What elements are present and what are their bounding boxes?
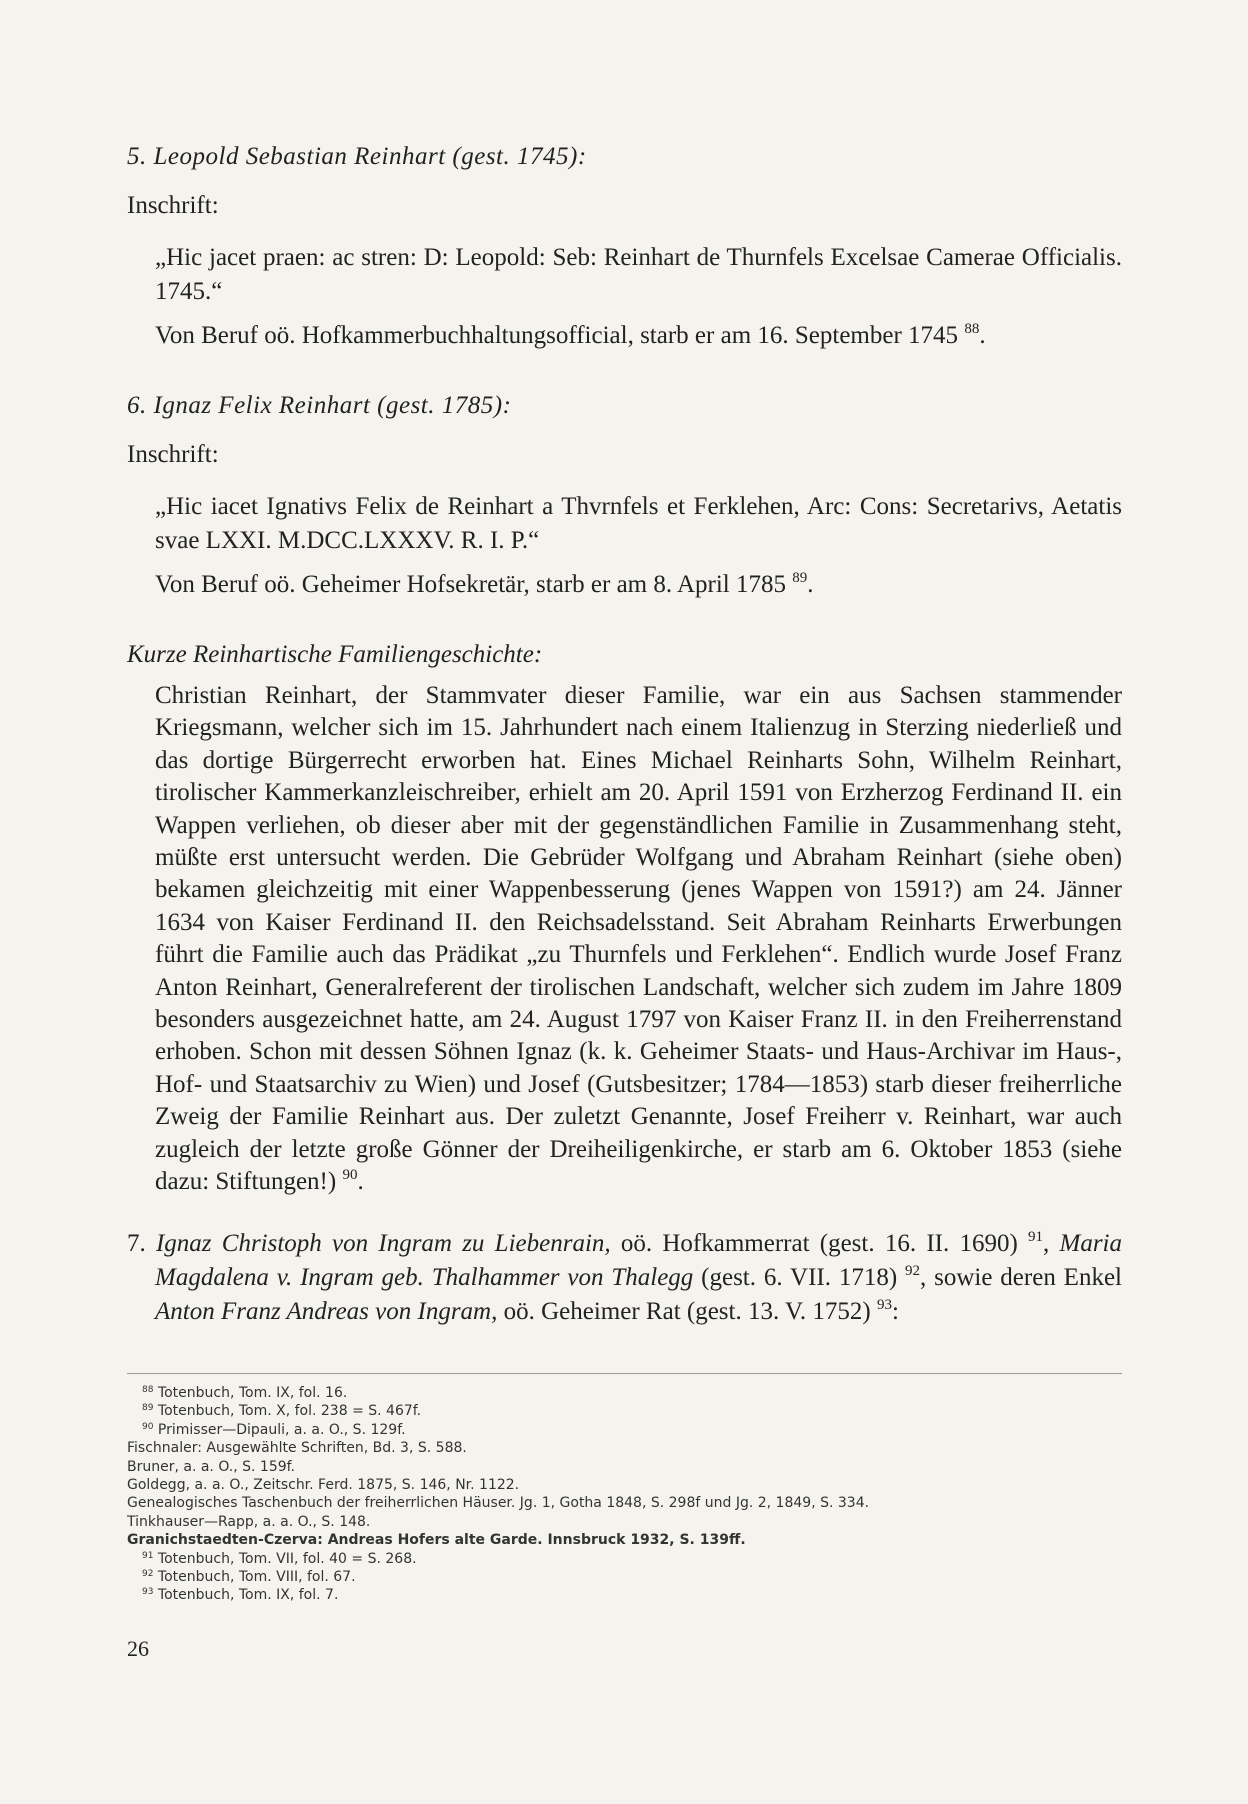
section-5-heading: 5. Leopold Sebastian Reinhart (gest. 1745): <box>127 143 587 170</box>
section-5-note-end: . <box>979 322 986 349</box>
section-7-text-5: oö. Geheimer Rat (gest. 13. V. 1752) <box>497 1297 871 1325</box>
section-6-note <box>155 568 1122 602</box>
history-text: Christian Reinhart, der Stammvater dieser Familie, war ein aus Sachsen stammender Kriegsmann, welcher sich im 15. Jahrhundert nach einem Italienzug in Sterzing niederließ und das dortige Bürgerrecht erworben hat. Eines Michael Reinharts Sohn, Wilhelm Reinhart, tirolischer Kammerkanzleischreiber, erhielt am 20. April 1591 von Erzherzog Ferdinand II. ein Wappen verliehen, ob dieser aber mit der gegenständlichen Familie in Zusammenhang steht, müßte erst untersucht werden. Die Gebrüder Wolfgang und Abraham Reinhart (siehe oben) bekamen gleichzeitig mit einer Wappenbesserung (jenes Wappen von 1591?) am 24. Jänner 1634 von Kaiser Ferdinand II. den Reichsadelsstand. Seit Abraham Reinharts Erwerbungen führt die Familie auch das Prädikat „zu Thurnfels und Ferklehen“. Endlich wurde Josef Franz Anton Reinhart, Generalreferent der tirolischen Landschaft, welcher sich zudem im Jahre 1809 besonders ausgezeichnet hatte, am 24. August 1797 von Kaiser Franz II. in den Freiherrenstand erhoben. Schon mit dessen Söhnen Ignaz (k. k. Geheimer Staats- und Haus-Archivar im Haus-, Hof- und Staatsarchiv zu Wien) und Josef (Gutsbesitzer; 1784—1853) starb dieser freiherrliche Zweig der Familie Reinhart aus. Der zuletzt Genannte, Josef Freiherr v. Reinhart, war auch zugleich der letzte große Gönner der Dreiheiligenkirche, er starb am 6. Oktober 1853 (siehe dazu: Stiftungen!) <box>155 682 1122 1196</box>
history-end: . <box>357 1168 364 1196</box>
footnote-number: 90 <box>142 1421 154 1432</box>
footnote-ref-93: 93 <box>876 1296 892 1313</box>
footnote-text: Tinkhauser—Rapp, a. a. O., S. 148. <box>127 1513 371 1530</box>
footnotes <box>127 1384 1122 1605</box>
section-5-label: Inschrift: <box>127 192 219 219</box>
section-6-note-text: Von Beruf oö. Geheimer Hofsekretär, starb er am 8. April 1785 <box>155 571 787 598</box>
footnote-ref-92: 92 <box>905 1262 921 1279</box>
footnote <box>127 1439 1122 1457</box>
history-paragraph <box>155 680 1122 1199</box>
footnote-text: Totenbuch, Tom. IX, fol. 7. <box>157 1587 339 1604</box>
footnote-text: Totenbuch, Tom. VIII, fol. 67. <box>157 1569 356 1586</box>
main-text <box>127 140 1122 1329</box>
footnote-ref-90: 90 <box>342 1167 358 1184</box>
footnote-number: 89 <box>142 1403 154 1414</box>
person-name-1: Ignaz Christoph von Ingram zu Liebenrain, <box>155 1229 611 1257</box>
footnote <box>127 1384 1122 1402</box>
footnote <box>127 1531 1122 1549</box>
person-name-3: Anton Franz Andreas von Ingram, <box>155 1297 498 1325</box>
footnote-text: Granichstaedten-Czerva: Andreas Hofers alte Garde. Innsbruck 1932, S. 139ff. <box>127 1532 746 1549</box>
footnote-text: Primisser—Dipauli, a. a. O., S. 129f. <box>157 1421 406 1438</box>
footnote <box>127 1421 1122 1439</box>
section-7-paragraph <box>127 1227 1122 1329</box>
footnote-divider <box>127 1373 1122 1374</box>
footnote <box>127 1568 1122 1586</box>
footnote-text: Bruner, a. a. O., S. 159f. <box>127 1458 296 1475</box>
footnote <box>127 1513 1122 1531</box>
footnote <box>127 1402 1122 1420</box>
footnote <box>127 1550 1122 1568</box>
footnote-number: 88 <box>142 1385 154 1395</box>
section-6-inscription: „Hic iacet Ignativs Felix de Reinhart a Thvrnfels et Ferklehen, Arc: Cons: Secretarivs, Aetatis svae LXXI. M.DCC.LXXXV. R. I. P.“ <box>155 493 1122 554</box>
section-7-text-4: , sowie deren Enkel <box>920 1263 1122 1291</box>
person-name-2: Maria Magdalena v. Ingram geb. Thalhammer von Thalegg <box>155 1229 1122 1291</box>
history-heading: Kurze Reinhartische Familiengeschichte: <box>127 641 543 668</box>
section-6-label: Inschrift: <box>127 441 219 468</box>
section-7-number: 7. <box>127 1229 146 1257</box>
footnote-text: Totenbuch, Tom. IX, fol. 16. <box>157 1385 348 1401</box>
footnote <box>127 1494 1122 1512</box>
footnote-text: Genealogisches Taschenbuch der freiherrlichen Häuser. Jg. 1, Gotha 1848, S. 298f und Jg. 2, 1849, S. 334. <box>127 1495 870 1512</box>
footnote-ref-89: 89 <box>792 570 808 586</box>
footnote <box>127 1476 1122 1494</box>
section-5-note-text: Von Beruf oö. Hofkammerbuchhaltungsofficial, starb er am 16. September 1745 <box>155 322 959 349</box>
footnote-text: Fischnaler: Ausgewählte Schriften, Bd. 3, S. 588. <box>127 1440 467 1457</box>
footnote <box>127 1586 1122 1604</box>
footnote-number: 91 <box>142 1550 154 1561</box>
footnote-text: Totenbuch, Tom. VII, fol. 40 = S. 268. <box>157 1550 417 1567</box>
section-7-text-1: oö. Hofkammerrat (gest. 16. II. 1690) <box>610 1229 1018 1257</box>
footnote <box>127 1458 1122 1476</box>
footnote-ref-91: 91 <box>1028 1228 1044 1245</box>
footnote-number: 92 <box>142 1569 154 1580</box>
section-5-note <box>155 319 1122 353</box>
footnote-ref-88: 88 <box>964 321 980 337</box>
footnote-text: Goldegg, a. a. O., Zeitschr. Ferd. 1875, S. 146, Nr. 1122. <box>127 1477 520 1494</box>
section-7-text-2: , <box>1043 1229 1060 1257</box>
section-7-text-6: : <box>891 1297 899 1325</box>
section-7-text-3: (gest. 6. VII. 1718) <box>693 1263 898 1291</box>
section-6-heading: 6. Ignaz Felix Reinhart (gest. 1785): <box>127 392 512 419</box>
footnote-text: Totenbuch, Tom. X, fol. 238 = S. 467f. <box>157 1403 422 1420</box>
section-5-inscription: „Hic jacet praen: ac stren: D: Leopold: Seb: Reinhart de Thurnfels Excelsae Camerae Officialis. 1745.“ <box>155 244 1122 305</box>
section-6-note-end: . <box>807 571 814 598</box>
footnote-number: 93 <box>142 1587 154 1598</box>
page-number: 26 <box>127 1636 149 1661</box>
